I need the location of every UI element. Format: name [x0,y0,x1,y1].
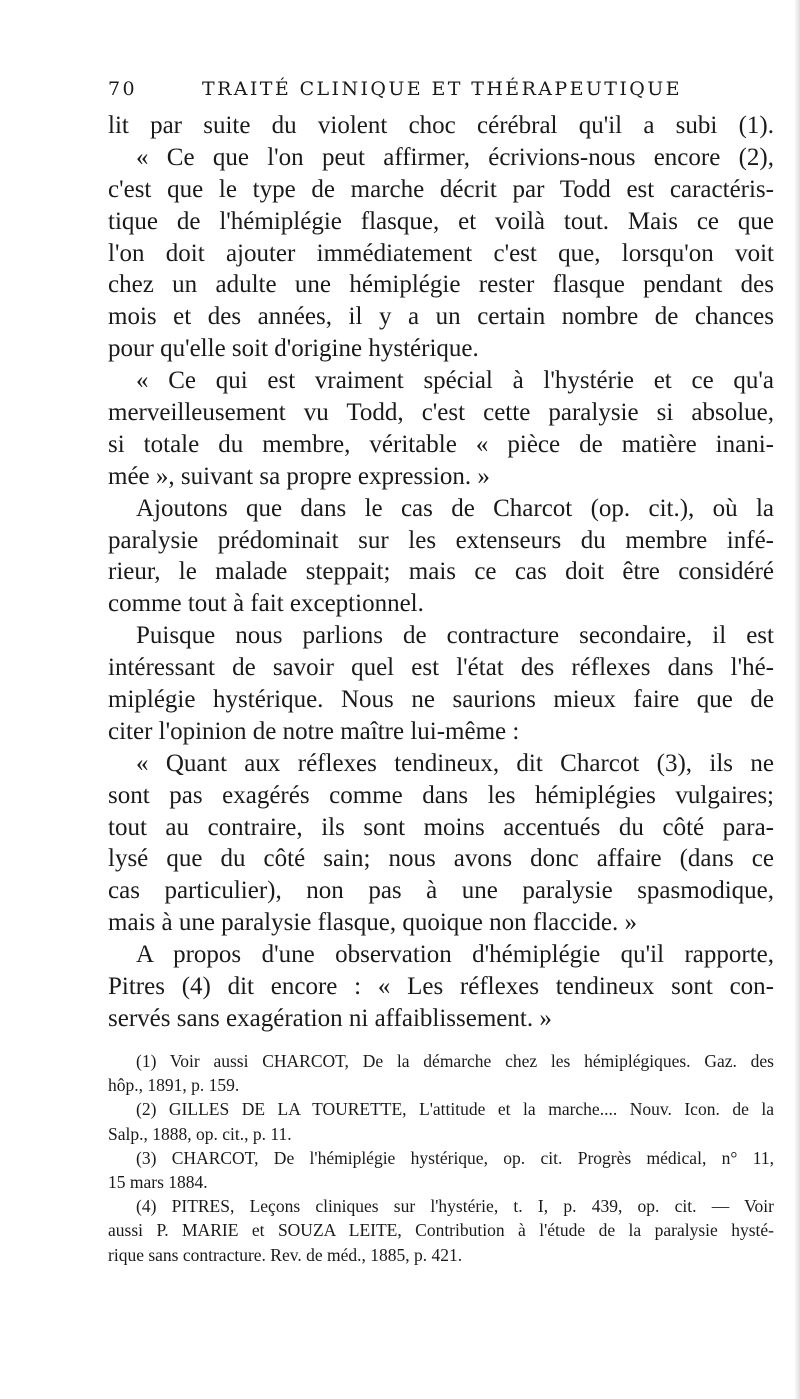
text-line: lysé que du côté sain; nous avons donc affaire (dans ce [108,845,774,873]
text-line: l'on doit ajouter immédiatement c'est que, lorsqu'on voit [108,239,774,267]
footnotes [108,1049,774,1267]
text-line: Puisque nous parlions de contracture secondaire, il est [136,622,774,650]
footnote-line: (3) CHARCOT, De l'hémiplégie hystérique, op. cit. Progrès médical, n° 11, [136,1147,774,1168]
page-edge-shadow [794,0,800,1399]
text-line: A propos d'une observation d'hémiplégie qu'il rapporte, [136,941,774,969]
text-line: sont pas exagérés comme dans les hémiplégies vulgaires; [108,781,774,809]
text-line: comme tout à fait exceptionnel. [108,590,424,618]
text-line: merveilleusement vu Todd, c'est cette paralysie si absolue, [108,399,774,427]
text-line: c'est que le type de marche décrit par Todd est caractéris- [108,175,774,203]
text-line: paralysie prédominait sur les extenseurs du membre infé- [108,526,774,554]
footnote-line: rique sans contracture. Rev. de méd., 1885, p. 421. [108,1244,463,1265]
text-line: « Ce que l'on peut affirmer, écrivions-nous encore (2), [136,143,774,171]
text-line: servés sans exagération ni affaiblissement. » [108,1004,552,1032]
footnote-line: hôp., 1891, p. 159. [108,1075,240,1096]
text-line: Ajoutons que dans le cas de Charcot (op. cit.), où la [136,494,774,522]
footnote-line: (4) PITRES, Leçons cliniques sur l'hystérie, t. I, p. 439, op. cit. — Voir [136,1196,774,1217]
text-line: tout au contraire, ils sont moins accentués du côté para- [108,813,774,841]
footnote-line: Salp., 1888, op. cit., p. 11. [108,1123,292,1144]
running-title: TRAITÉ CLINIQUE ET THÉRAPEUTIQUE [202,78,682,100]
text-line: si totale du membre, véritable « pièce de matière inani- [108,430,774,458]
text-line: cas particulier), non pas à une paralysie spasmodique, [108,877,774,905]
text-line: intéressant de savoir quel est l'état des réflexes dans l'hé- [108,654,774,682]
text-line: rieur, le malade steppait; mais ce cas doit être considéré [108,558,774,586]
footnote-line: 15 mars 1884. [108,1171,208,1192]
page-number: 70 [108,78,137,100]
text-line: mée », suivant sa propre expression. » [108,462,490,490]
text-line: citer l'opinion de notre maître lui-même : [108,717,520,745]
text-line: mois et des années, il y a un certain nombre de chances [108,303,774,331]
text-line: lit par suite du violent choc cérébral qu'il a subi (1). [108,112,774,139]
footnote-line: (1) Voir aussi CHARCOT, De la démarche chez les hémiplégiques. Gaz. des [136,1051,774,1071]
text-line: chez un adulte une hémiplégie rester flasque pendant des [108,271,774,299]
text-line: tique de l'hémiplégie flasque, et voilà tout. Mais ce que [108,207,774,235]
footnote-line: aussi P. MARIE et SOUZA LEITE, Contribution à l'étude de la paralysie hysté- [108,1220,774,1241]
text-line: pour qu'elle soit d'origine hystérique. [108,335,479,363]
text-line: Pitres (4) dit encore : « Les réflexes tendineux sont con- [108,973,774,1001]
text-line: mais à une paralysie flasque, quoique non flaccide. » [108,909,637,937]
text-line: « Ce qui est vraiment spécial à l'hystérie et ce qu'a [136,367,774,395]
text-line: « Quant aux réflexes tendineux, dit Charcot (3), ils ne [136,749,774,777]
main-text [108,110,774,1035]
footnote-line: (2) GILLES DE LA TOURETTE, L'attitude et la marche.... Nouv. Icon. de la [136,1099,774,1120]
text-line: miplégie hystérique. Nous ne saurions mieux faire que de [108,686,774,714]
running-header [108,78,758,102]
